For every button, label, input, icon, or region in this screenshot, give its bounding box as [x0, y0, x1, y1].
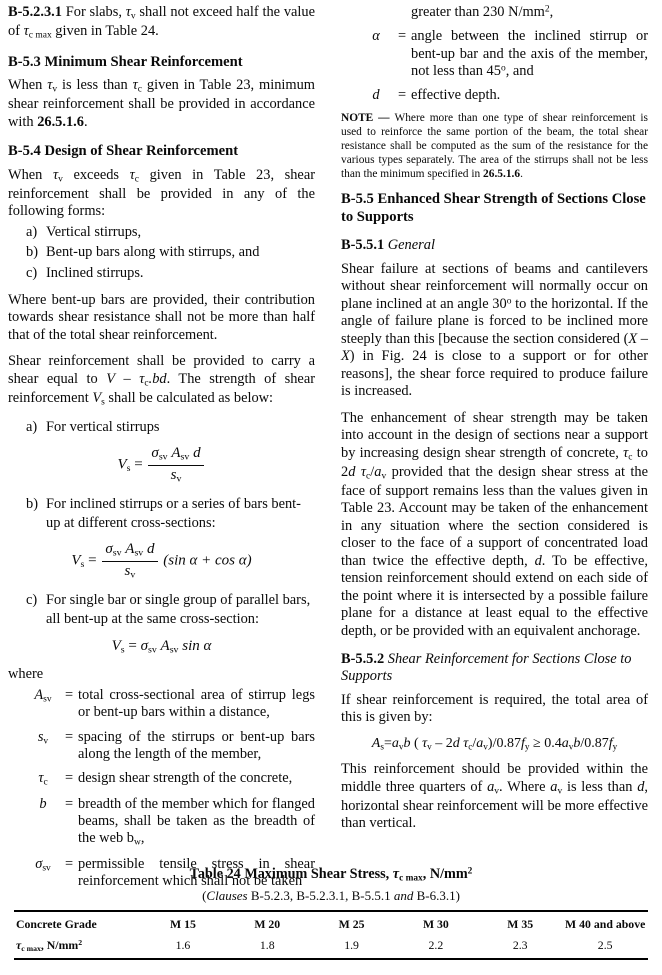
- row-header-units: , N/mm: [40, 938, 79, 953]
- sigma-subscript: sv: [112, 547, 122, 559]
- heading-title: Shear Reinforcement for Sections Close to Supports: [341, 651, 632, 685]
- symbol-definition-list: [8, 687, 315, 891]
- reinforcement-forms-list: [8, 223, 315, 283]
- definition-equals: =: [397, 28, 407, 45]
- av-symbol-2: a: [550, 778, 558, 795]
- symbol-base: τ: [38, 770, 44, 787]
- b53-text-4: .: [83, 113, 88, 130]
- fraction: [102, 541, 157, 581]
- d-symbol: d: [637, 778, 645, 795]
- note-text: Where more than one type of shear reinforcement is used to reinforce the same portion of the beam, the total shear resistance shall be computed as the sum of the resistance for the various types separately. The area of the stirrups shall not be less than the minimum specified in: [341, 112, 648, 181]
- right-column: [341, 4, 648, 860]
- d-symbol: d: [452, 735, 460, 751]
- definition-equals: =: [64, 795, 74, 812]
- definition-text: breadth of the member which for flanged beams, shall be taken as the breadth of the web b: [78, 795, 315, 847]
- table-cell-value: 1.9: [309, 935, 393, 959]
- definition-symbol: [8, 770, 60, 789]
- tau-c-symbol: τ: [132, 77, 138, 94]
- fraction-denominator: [148, 466, 203, 485]
- formula-case-b: [8, 495, 315, 532]
- table-head: [14, 911, 648, 935]
- list-item: [8, 418, 315, 437]
- list-item-text: Bent-up bars along with stirrups, and: [46, 244, 260, 261]
- slash-2: /0.87: [580, 735, 609, 751]
- continuation-line: [341, 4, 648, 21]
- tau-c-subscript-2: c: [366, 471, 371, 482]
- definition-description: spacing of the stirrups or bent-up bars along the length of the member,: [78, 728, 315, 762]
- tau-symbol: τ: [16, 938, 22, 953]
- tau-c-subscript: c: [468, 740, 473, 751]
- definition-symbol: [8, 687, 60, 706]
- note-reference: 26.5.1.6: [483, 168, 521, 181]
- para-general-1: [341, 261, 648, 401]
- fraction-denominator: [102, 562, 157, 581]
- av-subscript: v: [494, 785, 500, 796]
- area-symbol: A: [125, 541, 135, 558]
- table-cell-value: 2.2: [394, 935, 478, 959]
- shear-text-1: Shear reinforcement shall be provided to carry a shear equal to: [8, 353, 315, 387]
- definition-equals: =: [64, 728, 74, 745]
- symbol-base: σ: [35, 856, 43, 873]
- note-block: [341, 111, 648, 181]
- column-header-concrete-grade: Concrete Grade: [14, 911, 141, 935]
- spacing-subscript: v: [130, 569, 136, 581]
- degree-superscript: o: [506, 296, 512, 307]
- definition-row: [8, 796, 315, 849]
- close-paren: )/0.87: [487, 735, 521, 751]
- definition-row: [8, 770, 315, 789]
- column-header-grade: M 25: [309, 911, 393, 935]
- tau-v-symbol: τ: [422, 735, 428, 751]
- area-subscript: sv: [180, 451, 190, 463]
- list-item-label: b): [26, 496, 38, 513]
- b53-text-2: is less than: [57, 77, 133, 94]
- heading-number: B-5.5.1: [341, 237, 385, 254]
- enh-text-3: provided that the design shear stress at the face of support remains less than the values given in Table 23. Account may be taken of the enhancement in any situation where the section considered is closer to the face of a support of concentrated load than twice the effective depth,: [341, 463, 648, 569]
- formula-case-a: [8, 418, 315, 437]
- rhs-coefficient: 0.4: [544, 735, 562, 751]
- definition-description: [78, 796, 315, 849]
- area-subscript: sv: [169, 644, 179, 656]
- b54-text-2: exceeds: [62, 166, 130, 183]
- symbol-subscript: c: [43, 777, 48, 788]
- formula-lhs-sub: s: [120, 644, 125, 656]
- as-subscript: s: [380, 740, 384, 751]
- continuation-tail: ,: [549, 4, 554, 20]
- tau-cmax-symbol: τ: [23, 22, 29, 39]
- minus-two: – 2: [435, 735, 453, 751]
- table-cell-value: 1.8: [225, 935, 309, 959]
- b-symbol-2: b: [573, 735, 581, 751]
- symbol-definition-list-right: [341, 28, 648, 104]
- tau-c-symbol: τ: [623, 444, 629, 461]
- clauses-text-2: B-6.3.1: [413, 888, 456, 904]
- definition-symbol: [8, 796, 60, 813]
- clause-number: B-5.2.3.1: [8, 4, 62, 20]
- column-header-grade: M 20: [225, 911, 309, 935]
- list-item-text: Vertical stirrups,: [46, 223, 142, 240]
- clause-text-mid: shall not exceed half the value of: [8, 4, 315, 39]
- tau-v-subscript-2: v: [58, 174, 63, 185]
- definition-description: design shear strength of the concrete,: [78, 770, 293, 787]
- heading-b-5-5-2: [341, 651, 648, 686]
- sigma-subscript: sv: [158, 451, 168, 463]
- alpha-symbol: α: [372, 28, 380, 45]
- list-item: [8, 591, 315, 628]
- heading-b-5-4: B-5.4 Design of Shear Reinforcement: [8, 143, 239, 160]
- enh-slash: /: [370, 463, 375, 480]
- area-symbol: A: [171, 445, 181, 462]
- row-header-tau-cmax: [14, 935, 141, 959]
- d-symbol-2: d: [534, 552, 542, 569]
- av-symbol: a: [374, 463, 382, 480]
- area-symbol: A: [160, 637, 170, 654]
- av-subscript-2: v: [483, 740, 488, 751]
- list-item-label: a): [26, 223, 38, 240]
- para-general-2: [341, 410, 648, 640]
- table-header-row: [14, 911, 648, 935]
- definition-equals: =: [397, 87, 407, 104]
- list-item: [8, 264, 315, 283]
- formula-vertical-stirrups: [8, 445, 315, 485]
- b-symbol: b: [403, 735, 411, 751]
- depth-symbol: d: [147, 541, 155, 558]
- vs-symbol: V: [92, 389, 102, 406]
- tau-c-subscript-2: c: [134, 174, 139, 185]
- symbol-base: b: [39, 795, 47, 812]
- column-header-grade: M 30: [394, 911, 478, 935]
- tau-symbol: τ: [47, 77, 53, 94]
- tau-c-subscript-3: c: [144, 378, 149, 389]
- list-item-text: Inclined stirrups.: [46, 265, 144, 282]
- sigma-symbol: σ: [151, 445, 159, 462]
- as-symbol: A: [371, 735, 381, 751]
- mid-text-2: . Where: [499, 778, 551, 795]
- tau-c-subscript: c: [628, 452, 633, 463]
- degree-superscript: o: [500, 63, 506, 74]
- list-item-text: For single bar or single group of parallel bars, all bent-up at the same cross-section:: [46, 592, 311, 627]
- mid-text-3: is less than: [562, 778, 638, 795]
- where-label: where: [8, 665, 44, 682]
- symbol-base: s: [37, 728, 44, 745]
- definition-description: total cross-sectional area of stirrup legs or bent-up bars within a distance,: [78, 686, 315, 721]
- fraction-numerator: [102, 541, 157, 561]
- shear-text-2: . The strength of shear reinforcement: [8, 370, 316, 406]
- clause-text-post: given in Table 24.: [51, 22, 159, 39]
- para-bent-up-bars: Where bent-up bars are provided, their contribution towards shear resistance shall not be more than half that of the total shear reinforcement.: [8, 291, 315, 343]
- column-header-grade: M 15: [141, 911, 225, 935]
- slash-1: /: [472, 735, 477, 751]
- trig-term: sin α: [178, 637, 212, 654]
- spacing-symbol: s: [170, 466, 177, 483]
- para-if-shear: If shear reinforcement is required, the total area of this is given by:: [341, 691, 648, 726]
- tau-v-subscript: v: [427, 740, 432, 751]
- max-shear-stress-table: [14, 910, 648, 960]
- tau-cmax-symbol: τ: [392, 866, 400, 882]
- definition-row: [8, 729, 315, 764]
- heading-b-5-5: B-5.5 Enhanced Shear Strength of Sections Close to Supports: [341, 191, 646, 225]
- definition-description: permissible tensile stress in shear reinforcement which shall not be taken: [78, 856, 315, 890]
- av-symbol-2: a: [476, 735, 484, 751]
- av-subscript-2: v: [557, 785, 563, 796]
- formula-inclined-stirrups: [8, 541, 315, 581]
- d-symbol: d: [348, 463, 356, 480]
- sigma-symbol: σ: [105, 541, 113, 558]
- note-tail: .: [520, 168, 523, 181]
- definition-description: [411, 28, 648, 80]
- para-b-5-3: [8, 77, 315, 131]
- shear-text-3: shall be calculated as below:: [104, 389, 274, 406]
- av-subscript: v: [381, 471, 387, 482]
- equals-sign: =: [128, 637, 141, 654]
- tau-v-symbol: τ: [125, 4, 131, 20]
- fy-symbol: f: [520, 735, 525, 751]
- list-item-label: b): [26, 244, 38, 261]
- formula-lhs: V: [71, 552, 81, 569]
- tau-c-symbol: τ: [463, 735, 469, 751]
- column-header-grade: M 40 and above: [562, 911, 648, 935]
- mid-text-1: This reinforcement should be provided within the middle three quarters of: [341, 761, 648, 795]
- list-item-label: c): [26, 592, 38, 609]
- b54-text-3: given in Table 23, shear reinforcement shall be provided in any of the following forms:: [8, 166, 315, 220]
- definition-row: [8, 687, 315, 722]
- definition-tail: ,: [140, 830, 145, 847]
- av-subscript-3: v: [568, 740, 574, 751]
- table-24-section: [0, 863, 662, 960]
- list-item: [8, 243, 315, 262]
- heading-b-5-3: B-5.3 Minimum Shear Reinforcement: [8, 53, 243, 70]
- fy-subscript: y: [524, 740, 530, 751]
- av-symbol-3: a: [561, 735, 569, 751]
- general-text-1: Shear failure at sections of beams and cantilevers without shear reinforcement will normally occur on plane inclined at an angle 30: [341, 260, 648, 312]
- table-body: [14, 935, 648, 959]
- superscript-2: 2: [467, 866, 473, 877]
- x-symbol-2: X: [341, 348, 350, 365]
- definition-row: [341, 87, 648, 104]
- heading-number: B-5.5.2: [341, 651, 385, 668]
- para-b-5-4: [8, 167, 315, 221]
- mid-text-4: , horizontal shear reinforcement will be more effective than vertical.: [341, 778, 648, 831]
- list-item-label: c): [26, 265, 38, 282]
- fraction-numerator: [148, 445, 203, 465]
- symbol-subscript: sv: [42, 863, 51, 874]
- formula-single-bar: [8, 638, 315, 656]
- clause-reference: 26.5.1.6: [37, 113, 84, 130]
- clauses-text: B-5.2.3, B-5.2.3.1, B-5.5.1: [247, 888, 394, 904]
- tau-subscript: c max: [21, 944, 41, 954]
- definition-description: effective depth.: [411, 87, 501, 104]
- clause-b-5-2-3-1: [8, 4, 315, 42]
- vs-subscript: s: [101, 397, 105, 408]
- clause-text-pre: For slabs,: [61, 4, 126, 20]
- b53-text-1: When: [8, 77, 48, 94]
- bd-term: .bd: [148, 370, 167, 387]
- tau-c-symbol-3: τ: [139, 370, 145, 387]
- superscript-2: 2: [78, 938, 83, 948]
- tau-cmax-subscript: c max: [28, 30, 52, 41]
- definition-symbol: [341, 28, 393, 45]
- heading-title: General: [387, 237, 435, 254]
- depth-symbol: d: [193, 445, 201, 462]
- d-symbol: d: [372, 87, 380, 104]
- x-symbol-1: X: [628, 330, 638, 347]
- definition-row: [341, 28, 648, 80]
- general-dash: –: [637, 330, 648, 347]
- tau-c-symbol-2: τ: [360, 463, 367, 480]
- enh-text-2: to 2: [341, 444, 648, 480]
- enh-text-1: The enhancement of shear strength may be taken into account in the design of sections near a support by increasing design shear strength of concrete,: [341, 409, 648, 461]
- spacing-subscript: v: [176, 473, 182, 485]
- table-row: [14, 935, 648, 959]
- symbol-subscript: v: [43, 735, 49, 746]
- list-item: [8, 495, 315, 532]
- clauses-and: and: [393, 888, 414, 904]
- definition-symbol: [8, 729, 60, 748]
- general-text-3: ) in Fig. 24 is close to a support or for other reasons], the shear force required to produce failure is increased.: [341, 348, 648, 400]
- definition-tail: , and: [505, 62, 534, 79]
- table-cell-value: 1.6: [141, 935, 225, 959]
- list-item-text: For vertical stirrups: [46, 418, 160, 435]
- equals-sign: =: [134, 456, 143, 473]
- definition-equals: =: [64, 856, 74, 873]
- av-symbol: a: [391, 735, 399, 751]
- superscript-2: 2: [544, 4, 550, 15]
- definition-text: angle between the inclined stirrup or bent-up bar and the axis of the member, not less than 45: [411, 28, 648, 79]
- para-shear-equal: [8, 353, 315, 408]
- tau-subscript: v: [52, 84, 58, 95]
- heading-b-5-5-1: [341, 237, 648, 254]
- continuation-text-body: greater than 230 N/mm: [411, 4, 545, 20]
- sigma-subscript: sv: [148, 644, 157, 656]
- table-clauses-line: (Clauses B-5.2.3, B-5.2.3.1, B-5.5.1 and B-6.3.1): [202, 888, 460, 904]
- trig-term: (sin α + cos α): [163, 552, 252, 569]
- continuation-text: [411, 4, 648, 21]
- spacing-symbol: s: [124, 562, 131, 579]
- definition-subscript: w: [133, 837, 141, 848]
- area-subscript: sv: [134, 547, 144, 559]
- general-text-2: to the horizontal. If the angle of failure plane is forced to be inclined more steeply than this [because the section considered (: [341, 295, 648, 347]
- open-paren: (: [413, 735, 419, 751]
- list-item: [8, 223, 315, 242]
- fy-subscript-2: y: [612, 740, 618, 751]
- formula-lhs-sub: s: [126, 463, 131, 475]
- definition-symbol: [341, 87, 393, 104]
- table-title-pre: Table 24 Maximum Shear Stress,: [189, 866, 393, 882]
- fy-symbol-2: f: [608, 735, 613, 751]
- definition-equals: =: [64, 770, 74, 787]
- minus-sign: –: [115, 370, 140, 387]
- formula-lhs: V: [117, 456, 127, 473]
- formula-lhs: V: [111, 637, 121, 654]
- b54-text-1: When: [8, 166, 53, 183]
- list-item-text: For inclined stirrups or a series of bars bent-up at different cross-sections:: [46, 496, 301, 531]
- formula-lhs-sub: s: [80, 559, 85, 571]
- column-header-grade: M 35: [478, 911, 562, 935]
- table-title: [14, 863, 648, 884]
- table-title-post: , N/mm: [422, 866, 468, 882]
- av-subscript: v: [398, 740, 404, 751]
- list-item-label: a): [26, 418, 38, 435]
- formula-case-c: [8, 591, 315, 628]
- tau-c-subscript: c: [137, 84, 142, 95]
- tau-c-symbol-2: τ: [129, 166, 135, 183]
- formula-total-area: [341, 736, 648, 751]
- definition-equals: =: [64, 686, 74, 703]
- enh-text-4: . To be effective, tension reinforcement should extend on each side of the point where it is intersected by a possible failure plane for a distance at least equal to the effective depth, or be provided with an equivalent anchorage.: [341, 552, 648, 639]
- fraction: [148, 445, 203, 485]
- para-middle-quarters: [341, 761, 648, 832]
- sigma-symbol: σ: [140, 637, 148, 654]
- table-cell-value: 2.3: [478, 935, 562, 959]
- v-symbol: V: [106, 370, 116, 387]
- symbol-subscript: sv: [43, 694, 52, 705]
- clauses-label: Clauses: [206, 888, 248, 904]
- equals-sign: =: [383, 735, 392, 751]
- table-cell-value: 2.5: [562, 935, 648, 959]
- equals-sign: =: [88, 552, 97, 569]
- ge-sign: ≥: [533, 735, 541, 751]
- tau-cmax-subscript: c max: [399, 873, 423, 884]
- symbol-base: A: [34, 686, 44, 703]
- tau-v-subscript: v: [130, 11, 136, 22]
- note-label: NOTE —: [341, 112, 395, 125]
- av-symbol: a: [487, 778, 495, 795]
- b53-text-3: given in Table 23, minimum shear reinforcement shall be provided in accordance with: [8, 77, 315, 130]
- tau-v-symbol-2: τ: [52, 166, 59, 183]
